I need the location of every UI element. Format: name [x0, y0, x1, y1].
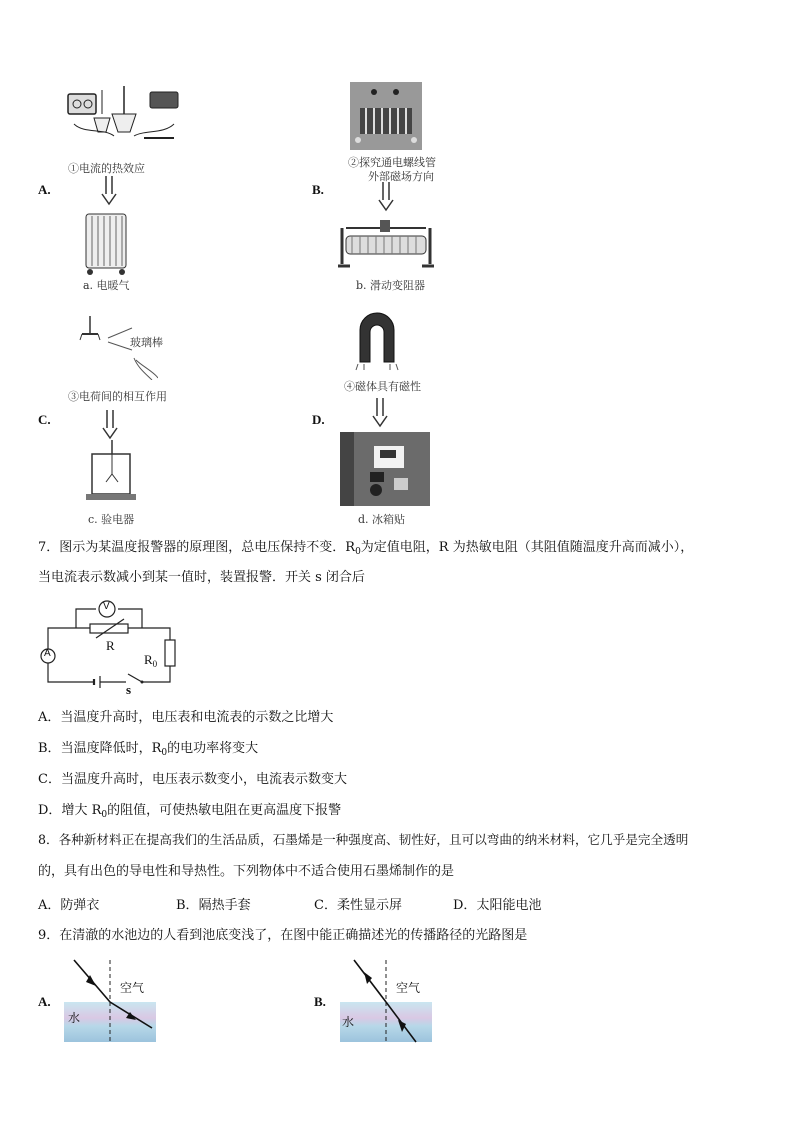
q6-d-bottom-caption: d. 冰箱贴: [358, 513, 406, 526]
q7-b-sub: 0: [161, 748, 168, 758]
q7-option-b: [38, 737, 258, 758]
down-arrow-icon: [372, 398, 388, 428]
q7-d-text-b: 的阻值，可使热敏电阻在更高温度下报警: [107, 803, 342, 818]
q6-option-c: [38, 306, 298, 528]
q7-d-text-a: 增大 R: [61, 803, 102, 818]
q7-option-a: [38, 706, 333, 725]
q6-option-d: [312, 306, 572, 528]
q8-option-a: [38, 894, 99, 913]
q8-a-text: 防弹衣: [60, 898, 100, 913]
q9-a-water-label: 水: [68, 1011, 81, 1025]
q6-b-letter: B.: [312, 182, 324, 197]
q9-b-water-label: 水: [342, 1015, 355, 1029]
voltmeter-label: V: [103, 601, 110, 612]
fridge-magnet-image: [340, 432, 430, 506]
q7-d-sub: 0: [101, 810, 108, 820]
q6-option-b: [312, 80, 572, 300]
q8-line2: 的，具有出色的导电性和导热性。下列物体中不适合使用石墨烯制作的是: [38, 864, 455, 879]
q7-b-text-b: 的电功率将变大: [167, 741, 259, 756]
ammeter-label: A: [44, 648, 51, 659]
q7-a-text: 当温度升高时，电压表和电流表的示数之比增大: [60, 710, 334, 725]
q8-b-text: 隔热手套: [198, 898, 251, 913]
q6-b-top-caption-l1: ②探究通电螺线管: [348, 156, 436, 169]
q7-b-letter: B．: [38, 741, 61, 756]
resistor-r0-sub: 0: [152, 659, 158, 669]
down-arrow-icon: [101, 176, 117, 206]
q7-option-d: [38, 799, 341, 820]
q6-b-bottom-caption: b. 滑动变阻器: [356, 279, 426, 292]
q7-option-c: [38, 768, 347, 787]
q6-a-bottom-caption: a. 电暖气: [83, 279, 130, 292]
q6-c-bottom-caption: c. 验电器: [88, 513, 135, 526]
solenoid-experiment-image: [350, 82, 422, 150]
horseshoe-magnet-image: [352, 308, 402, 372]
q8-d-letter: D．: [453, 898, 477, 913]
q6-d-letter: D.: [312, 412, 325, 427]
q8-option-b: [176, 894, 251, 913]
electric-heater-image: [82, 210, 130, 276]
q7-c-text: 当温度升高时，电压表示数变小，电流表示数变大: [60, 772, 347, 787]
glass-rod-label: 玻璃棒: [130, 336, 163, 349]
q6-c-top-caption: ③电荷间的相互作用: [68, 390, 167, 403]
q9-b-ray-diagram: [340, 958, 432, 1044]
slide-rheostat-image: [338, 216, 434, 272]
q7-line1-text: 7．图示为某温度报警器的原理图，总电压保持不变．R: [38, 540, 356, 555]
q7-line1-sub: 0: [355, 547, 361, 557]
q8-c-text: 柔性显示屏: [336, 898, 402, 913]
switch-label: s: [126, 682, 132, 697]
q9-a-ray-diagram: [64, 958, 156, 1044]
q9-b-letter: B.: [314, 994, 326, 1009]
q9-line1: 9．在清澈的水池边的人看到池底变浅了，在图中能正确描述光的传播路径的光路图是: [38, 928, 528, 943]
q8-a-letter: A．: [38, 898, 61, 913]
down-arrow-icon: [378, 182, 394, 212]
down-arrow-icon: [102, 410, 118, 440]
q7-line1: [38, 538, 693, 562]
q6-a-letter: A.: [38, 182, 51, 197]
q6-d-top-caption: ④磁体具有磁性: [344, 380, 421, 393]
q8-d-text: 太阳能电池: [476, 898, 542, 913]
q6-b-top-caption-l2: 外部磁场方向: [368, 170, 434, 183]
q6-a-top-caption: ①电流的热效应: [68, 162, 145, 175]
q8-option-d: [453, 894, 541, 913]
resistor-r-label: R: [106, 638, 115, 653]
q7-c-letter: C．: [38, 772, 61, 787]
q8-c-letter: C．: [314, 898, 337, 913]
q8-b-letter: B．: [176, 898, 199, 913]
q9-b-air-label: 空气: [396, 981, 421, 995]
electric-heating-experiment-image: [64, 84, 184, 142]
q8-line1: 8．各种新材料正在提高我们的生活品质，石墨烯是一种强度高、韧性好，且可以弯曲的纳米材料，它几乎是完全透明: [38, 832, 689, 847]
q9-a-air-label: 空气: [120, 981, 145, 995]
q7-line1-rest: 为定值电阻，R 为热敏电阻（其阻值随温度升高而减小），: [360, 540, 694, 555]
electroscope-image: [84, 440, 138, 504]
resistor-r0-label: [144, 652, 157, 669]
q7-line2: 当电流表示数减小到某一值时，装置报警．开关 s 闭合后: [38, 570, 365, 585]
q7-a-letter: A．: [38, 710, 61, 725]
q8-option-c: [314, 894, 402, 913]
resistor-r0-text: R: [144, 652, 153, 667]
q9-a-letter: A.: [38, 994, 51, 1009]
q6-c-letter: C.: [38, 412, 51, 427]
q6-option-a: [38, 80, 298, 300]
q7-b-text-a: 当温度降低时，R: [60, 741, 162, 756]
q7-d-letter: D．: [38, 803, 62, 818]
